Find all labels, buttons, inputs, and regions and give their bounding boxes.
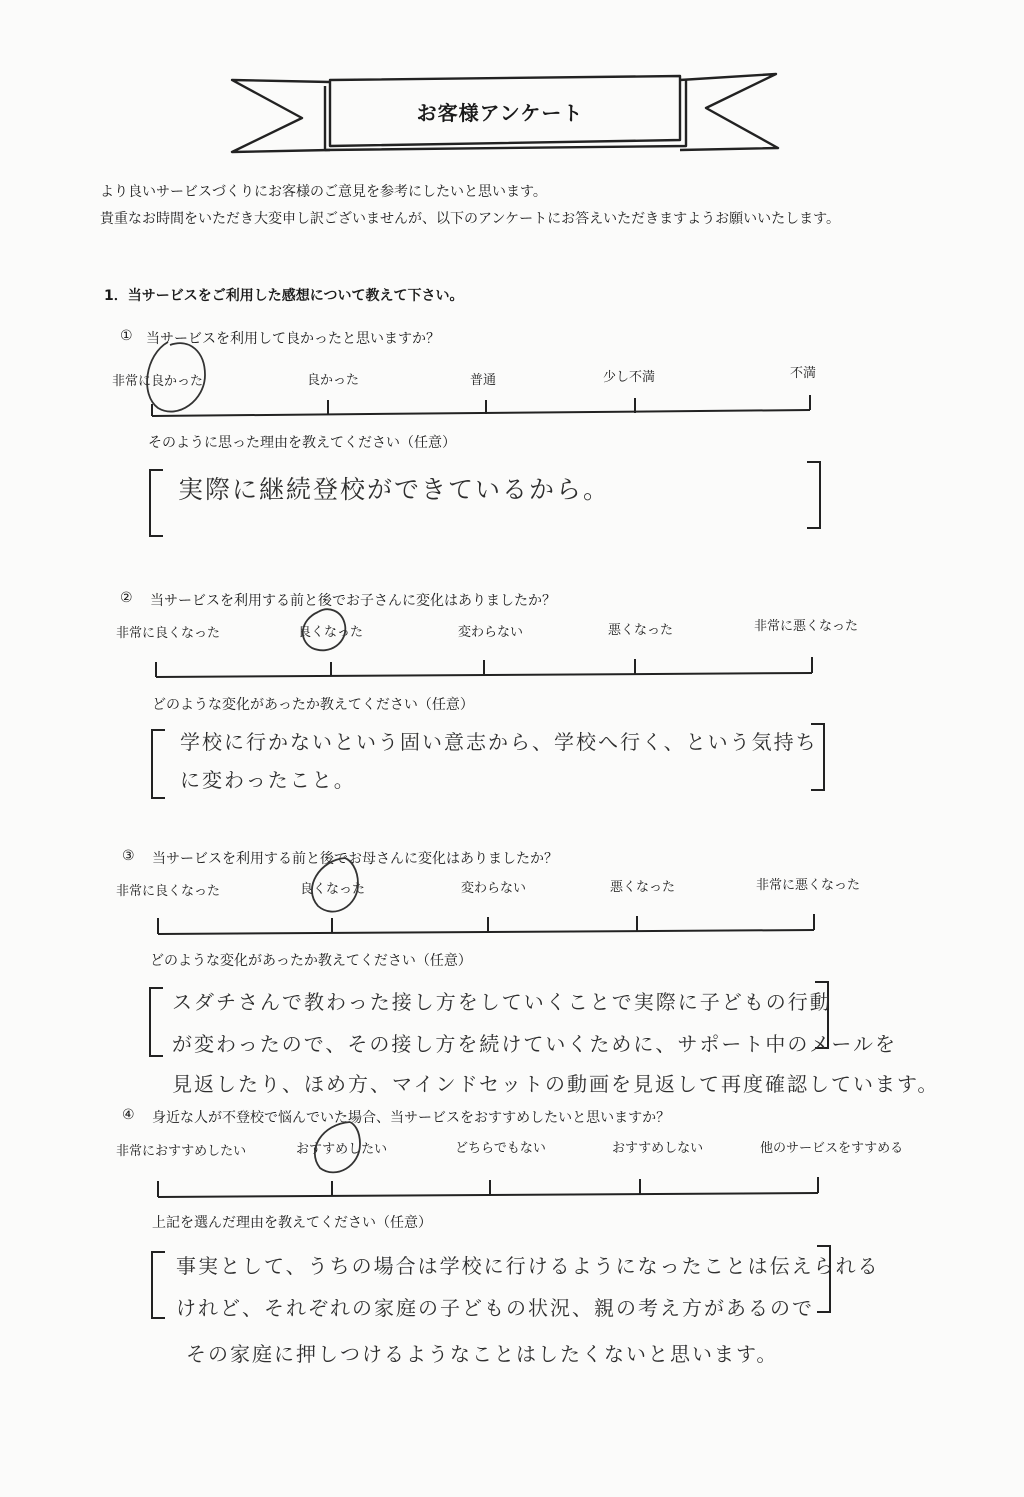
q3-answer-line-2: が変わったので、その接し方を続けていくために、サポート中のメールを <box>172 1032 897 1056</box>
q4-option-4[interactable]: おすすめしない <box>612 1141 704 1156</box>
q1-reason-label: そのように思った理由を教えてください（任意） <box>148 435 456 451</box>
q3-option-5[interactable]: 非常に悪くなった <box>756 878 861 893</box>
q4-option-2[interactable]: おすすめしたい <box>296 1142 388 1157</box>
q1-option-3[interactable]: 普通 <box>470 373 497 388</box>
question-2-text: 当サービスを利用する前と後でお子さんに変化はありましたか？ <box>150 593 556 609</box>
question-2-number: ② <box>120 590 133 606</box>
q4-option-5[interactable]: 他のサービスをすすめる <box>760 1141 904 1156</box>
question-3-number: ③ <box>122 848 135 864</box>
page-title: お客様アンケート <box>416 101 584 125</box>
q2-option-3[interactable]: 変わらない <box>458 625 524 640</box>
q1-option-1[interactable]: 非常に良かった <box>112 374 204 389</box>
q2-answer-line-1: 学校に行かないという固い意志から、学校へ行く、という気持ち <box>180 730 818 754</box>
q3-option-3[interactable]: 変わらない <box>461 881 527 896</box>
q4-option-3[interactable]: どちらでもない <box>455 1141 546 1156</box>
q3-reason-label: どのような変化があったか教えてください（任意） <box>150 953 472 969</box>
q4-answer-line-1: 事実として、うちの場合は学校に行けるようになったことは伝えられる <box>176 1254 880 1278</box>
q4-option-1[interactable]: 非常におすすめしたい <box>116 1144 247 1159</box>
q2-reason-label: どのような変化があったか教えてください（任意） <box>152 697 474 713</box>
q1-option-2[interactable]: 良かった <box>307 373 360 388</box>
q2-option-4[interactable]: 悪くなった <box>608 623 674 638</box>
question-1-text: 当サービスを利用して良かったと思いますか？ <box>146 331 440 347</box>
question-1-number: ① <box>120 328 133 344</box>
section-heading: 1．当サービスをご利用した感想について教えて下さい。 <box>104 288 464 304</box>
q4-answer-line-2: けれど、それぞれの家庭の子どもの状況、親の考え方があるので <box>176 1296 814 1320</box>
q1-answer-line-1: 実際に継続登校ができているから。 <box>178 475 611 504</box>
intro-line-2: 貴重なお時間をいただき大変申し訳ございませんが、以下のアンケートにお答えいただきますようお願いいたします。 <box>100 211 841 227</box>
q4-reason-label: 上記を選んだ理由を教えてください（任意） <box>152 1215 432 1231</box>
q1-option-5[interactable]: 不満 <box>790 366 817 381</box>
q3-option-1[interactable]: 非常に良くなった <box>116 884 221 899</box>
intro-line-1: より良いサービスづくりにお客様のご意見を参考にしたいと思います。 <box>100 184 547 200</box>
q3-answer-line-1: スダチさんで教わった接し方をしていくことで実際に子どもの行動 <box>172 990 832 1014</box>
q2-option-5[interactable]: 非常に悪くなった <box>754 619 859 634</box>
q2-answer-line-2: に変わったこと。 <box>180 768 356 792</box>
question-4-text: 身近な人が不登校で悩んでいた場合、当サービスをおすすめしたいと思いますか？ <box>152 1110 671 1126</box>
q3-answer-line-3: 見返したり、ほめ方、マインドセットの動画を見返して再度確認しています。 <box>172 1072 940 1096</box>
q3-option-4[interactable]: 悪くなった <box>610 880 676 895</box>
question-4-number: ④ <box>122 1107 135 1123</box>
q3-option-2[interactable]: 良くなった <box>300 882 366 897</box>
q2-option-2[interactable]: 良くなった <box>298 625 364 640</box>
question-3-text: 当サービスを利用する前と後でお母さんに変化はありましたか？ <box>152 851 558 867</box>
q2-option-1[interactable]: 非常に良くなった <box>116 626 221 641</box>
q1-option-4[interactable]: 少し不満 <box>603 370 656 385</box>
q4-answer-line-3: その家庭に押しつけるようなことはしたくないと思います。 <box>186 1342 779 1366</box>
